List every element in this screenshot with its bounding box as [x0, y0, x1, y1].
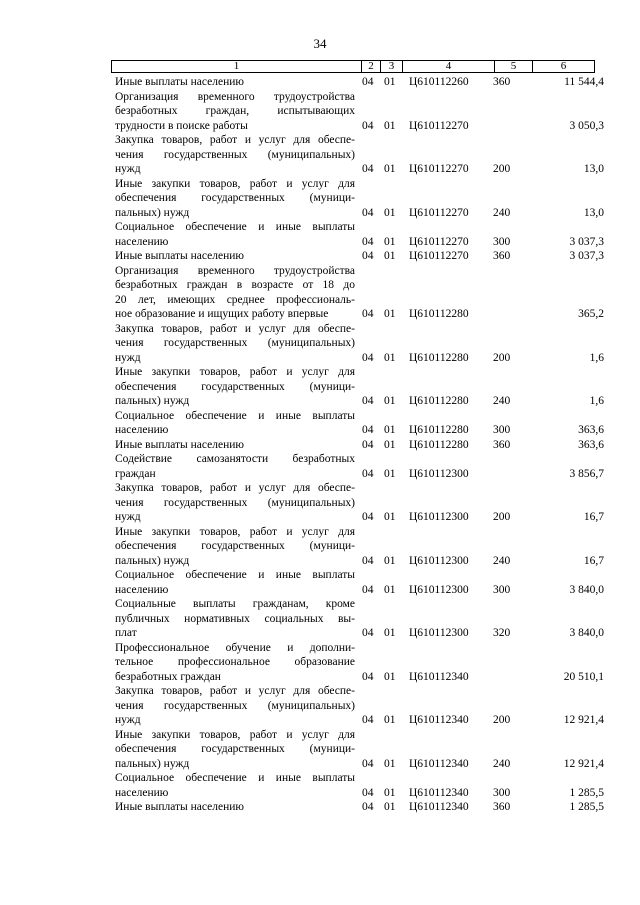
row-cell-c2: 04: [362, 424, 374, 436]
row-cell-c6: 365,2: [578, 308, 604, 320]
row-name-line: Организация временного трудоустройства: [115, 90, 355, 103]
row-name: [115, 249, 355, 264]
row-cell-c5: 300: [493, 786, 511, 799]
row-cell-c4: Ц610112280: [409, 424, 469, 436]
row-cell-c4: Ц610112270: [409, 235, 469, 248]
row-name: [115, 90, 355, 134]
row-cell-c6: 20 510,1: [563, 670, 604, 683]
row-name-line: Социальное обеспечение и иные выплаты: [115, 409, 355, 422]
row-name-line: безработных граждан в возрасте от 18 до: [115, 279, 355, 291]
row-name-line: нужд: [115, 511, 141, 523]
row-name-line: чения государственных (муниципальных): [115, 148, 355, 161]
row-cell-c4: Ц610112340: [409, 714, 469, 726]
row-cell-c4: Ц610112300: [409, 511, 469, 523]
row-name-line: нужд: [115, 163, 141, 175]
row-cell-c2: 04: [362, 554, 374, 567]
table-row: [0, 728, 640, 772]
row-cell-c6: 3 037,3: [569, 235, 604, 248]
row-cell-c3: 01: [384, 714, 396, 726]
row-name-line: чения государственных (муниципальных): [115, 699, 355, 712]
row-name-line: Социальные выплаты гражданам, кроме: [115, 598, 355, 610]
row-cell-c3: 01: [384, 554, 396, 567]
row-cell-c3: 01: [384, 163, 396, 175]
row-name-line: нужд: [115, 714, 141, 726]
row-name: [115, 800, 355, 815]
row-name-line: безработных граждан, испытывающих: [115, 105, 355, 117]
row-name: [115, 728, 355, 772]
row-cell-c6: 3 840,0: [569, 627, 604, 639]
header-col-5: 5: [495, 61, 533, 72]
row-cell-c3: 01: [384, 511, 396, 523]
row-name-line: Иные выплаты населению: [115, 801, 244, 813]
row-cell-c6: 1 285,5: [569, 801, 604, 813]
row-cell-c3: 01: [384, 351, 396, 364]
row-name-line: плат: [115, 627, 137, 639]
row-cell-c5: 200: [493, 511, 511, 523]
row-cell-c4: Ц610112270: [409, 163, 469, 175]
row-name-line: Закупка товаров, работ и услуг для обеспе-: [115, 322, 355, 335]
row-cell-c6: 363,6: [578, 438, 604, 451]
row-cell-c4: Ц610112280: [409, 351, 469, 364]
row-cell-c3: 01: [384, 308, 396, 320]
row-cell-c3: 01: [384, 801, 396, 813]
row-name-line: пальных) нужд: [115, 554, 190, 567]
table-row: [0, 177, 640, 221]
row-cell-c2: 04: [362, 395, 374, 407]
row-cell-c6: 13,0: [583, 206, 604, 219]
row-name: [115, 177, 355, 221]
row-name-line: Иные закупки товаров, работ и услуг для: [115, 366, 355, 378]
row-cell-c5: 320: [493, 627, 511, 639]
row-cell-c5: 200: [493, 714, 511, 726]
row-cell-c2: 04: [362, 583, 374, 596]
row-cell-c5: 200: [493, 351, 511, 364]
row-name-line: публичных нормативных социальных вы-: [115, 612, 355, 625]
row-name: [115, 220, 355, 249]
row-name-line: Социальное обеспечение и иные выплаты: [115, 772, 355, 784]
row-cell-c5: 300: [493, 424, 511, 436]
row-cell-c5: 240: [493, 554, 511, 567]
row-name-line: Иные закупки товаров, работ и услуг для: [115, 177, 355, 190]
row-cell-c4: Ц610112280: [409, 438, 469, 451]
row-cell-c4: Ц610112300: [409, 583, 469, 596]
header-col-6: 6: [560, 60, 567, 72]
row-cell-c3: 01: [384, 786, 396, 799]
row-cell-c4: Ц610112280: [409, 395, 469, 407]
row-cell-c5: 200: [493, 163, 511, 175]
row-cell-c6: 11 544,4: [564, 76, 604, 88]
row-cell-c4: Ц610112340: [409, 670, 469, 683]
row-name-line: Иные выплаты населению: [115, 76, 244, 88]
row-name-line: обеспечения государственных (муници-: [115, 380, 355, 393]
row-name-line: пальных) нужд: [115, 395, 190, 407]
row-cell-c3: 01: [384, 757, 396, 770]
row-cell-c4: Ц610112340: [409, 786, 469, 799]
table-row: [0, 409, 640, 438]
row-name: [115, 452, 355, 481]
table-row: [0, 452, 640, 481]
row-cell-c6: 16,7: [583, 554, 604, 567]
row-name-line: обеспечения государственных (муници-: [115, 743, 355, 755]
row-name: [115, 133, 355, 177]
row-name-line: Организация временного трудоустройства: [115, 264, 355, 277]
row-cell-c3: 01: [384, 424, 396, 436]
row-name-line: обеспечения государственных (муници-: [115, 192, 355, 204]
table-row: [0, 438, 640, 453]
row-name: [115, 597, 355, 641]
row-cell-c3: 01: [384, 206, 396, 219]
row-cell-c3: 01: [384, 467, 396, 480]
row-cell-c4: Ц610112300: [409, 467, 469, 480]
table-row: [0, 264, 640, 322]
row-cell-c2: 04: [362, 206, 374, 219]
row-name: [115, 75, 355, 90]
row-cell-c4: Ц610112260: [409, 76, 469, 88]
header-col-3: 3: [381, 61, 403, 72]
row-name-line: Иные выплаты населению: [115, 438, 244, 451]
row-cell-c2: 04: [362, 163, 374, 175]
row-name-line: Закупка товаров, работ и услуг для обеспе-: [115, 685, 355, 697]
row-cell-c6: 1 285,5: [569, 786, 604, 799]
table-row: [0, 133, 640, 177]
row-name: [115, 684, 355, 728]
row-cell-c3: 01: [384, 76, 396, 88]
header-col-1: 1: [112, 61, 362, 72]
table-row: [0, 365, 640, 409]
row-name-line: населению: [115, 786, 169, 799]
row-name-line: граждан: [115, 467, 156, 480]
row-name-line: чения государственных (муниципальных): [115, 496, 355, 509]
row-cell-c6: 3 856,7: [569, 467, 604, 480]
row-name-line: безработных граждан: [115, 670, 221, 683]
row-cell-c6: 3 037,3: [569, 250, 604, 262]
row-name-line: Иные закупки товаров, работ и услуг для: [115, 728, 355, 741]
row-cell-c5: 360: [493, 801, 511, 813]
row-name-line: пальных) нужд: [115, 757, 190, 770]
row-cell-c2: 04: [362, 438, 374, 451]
row-cell-c4: Ц610112270: [409, 250, 469, 262]
row-cell-c6: 13,0: [583, 163, 604, 175]
row-cell-c3: 01: [384, 438, 396, 451]
row-cell-c5: 300: [493, 235, 511, 248]
table-row: [0, 771, 640, 800]
row-cell-c3: 01: [384, 395, 396, 407]
table-row: [0, 525, 640, 569]
table-row: [0, 684, 640, 728]
row-name-line: ное образование и ищущих работу впервые: [115, 308, 329, 320]
row-name: [115, 481, 355, 525]
row-cell-c4: Ц610112280: [409, 308, 469, 320]
page-number: 34: [313, 36, 327, 51]
row-cell-c4: Ц610112340: [409, 757, 469, 770]
row-cell-c6: 12 921,4: [563, 714, 604, 726]
row-name: [115, 771, 355, 800]
row-name: [115, 409, 355, 438]
row-cell-c6: 12 921,4: [563, 757, 604, 770]
row-cell-c5: 360: [493, 438, 511, 451]
row-cell-c2: 04: [362, 351, 374, 364]
row-name-line: обеспечения государственных (муници-: [115, 540, 355, 552]
row-cell-c2: 04: [362, 235, 374, 248]
row-cell-c6: 3 050,3: [569, 119, 604, 132]
row-cell-c2: 04: [362, 467, 374, 480]
row-cell-c2: 04: [362, 757, 374, 770]
row-cell-c3: 01: [384, 250, 396, 262]
row-name-line: трудности в поиске работы: [115, 119, 248, 132]
row-cell-c5: 240: [493, 757, 511, 770]
table-row: [0, 322, 640, 366]
row-name-line: нужд: [115, 351, 141, 364]
row-name-line: Закупка товаров, работ и услуг для обеспе-: [115, 134, 355, 146]
row-name-line: Социальное обеспечение и иные выплаты: [115, 221, 355, 233]
row-cell-c5: 360: [493, 76, 511, 88]
row-cell-c6: 16,7: [583, 511, 604, 523]
row-cell-c5: 240: [493, 395, 511, 407]
row-cell-c6: 363,6: [578, 424, 604, 436]
row-cell-c4: Ц610112300: [409, 627, 469, 639]
row-cell-c2: 04: [362, 670, 374, 683]
row-name-line: 20 лет, имеющих среднее профессиональ-: [115, 293, 355, 306]
table-row: [0, 481, 640, 525]
row-cell-c2: 04: [362, 627, 374, 639]
table-row: [0, 75, 640, 90]
row-cell-c2: 04: [362, 786, 374, 799]
table-row: [0, 249, 640, 264]
row-cell-c2: 04: [362, 250, 374, 262]
row-name-line: Иные закупки товаров, работ и услуг для: [115, 525, 355, 538]
row-cell-c2: 04: [362, 119, 374, 132]
row-cell-c6: 1,6: [589, 351, 604, 364]
row-name-line: чения государственных (муниципальных): [115, 337, 355, 349]
row-name: [115, 568, 355, 597]
row-name-line: тельное профессиональное образование: [115, 656, 355, 668]
row-cell-c4: Ц610112270: [409, 119, 469, 132]
row-cell-c3: 01: [384, 627, 396, 639]
row-cell-c2: 04: [362, 801, 374, 813]
header-col-2: 2: [362, 61, 381, 72]
row-name: [115, 264, 355, 322]
row-cell-c2: 04: [362, 76, 374, 88]
table-row: [0, 597, 640, 641]
row-cell-c4: Ц610112270: [409, 206, 469, 219]
row-cell-c2: 04: [362, 511, 374, 523]
row-name-line: пальных) нужд: [115, 206, 190, 219]
row-name-line: населению: [115, 235, 169, 248]
table-row: [0, 90, 640, 134]
row-name-line: Профессиональное обучение и дополни-: [115, 641, 355, 654]
row-cell-c4: Ц610112340: [409, 801, 469, 813]
row-cell-c6: 1,6: [589, 395, 604, 407]
row-name: [115, 322, 355, 366]
row-cell-c3: 01: [384, 583, 396, 596]
row-cell-c3: 01: [384, 119, 396, 132]
row-cell-c5: 360: [493, 250, 511, 262]
table-row: [0, 800, 640, 815]
row-cell-c2: 04: [362, 308, 374, 320]
row-name: [115, 438, 355, 453]
row-name-line: Содействие самозанятости безработных: [115, 453, 355, 465]
row-name-line: Иные выплаты населению: [115, 250, 244, 262]
row-cell-c2: 04: [362, 714, 374, 726]
table-row: [0, 568, 640, 597]
header-col-4: 4: [403, 61, 495, 72]
row-cell-c3: 01: [384, 670, 396, 683]
row-name-line: населению: [115, 583, 169, 596]
row-cell-c3: 01: [384, 235, 396, 248]
row-name-line: Социальное обеспечение и иные выплаты: [115, 569, 355, 581]
row-name: [115, 525, 355, 569]
table-row: [0, 220, 640, 249]
row-name-line: Закупка товаров, работ и услуг для обеспе-: [115, 482, 355, 494]
row-name: [115, 365, 355, 409]
row-cell-c4: Ц610112300: [409, 554, 469, 567]
row-name-line: населению: [115, 424, 169, 436]
row-cell-c5: 300: [493, 583, 511, 596]
row-cell-c6: 3 840,0: [569, 583, 604, 596]
table-row: [0, 641, 640, 685]
table-header: [111, 60, 595, 73]
row-name: [115, 641, 355, 685]
row-cell-c5: 240: [493, 206, 511, 219]
